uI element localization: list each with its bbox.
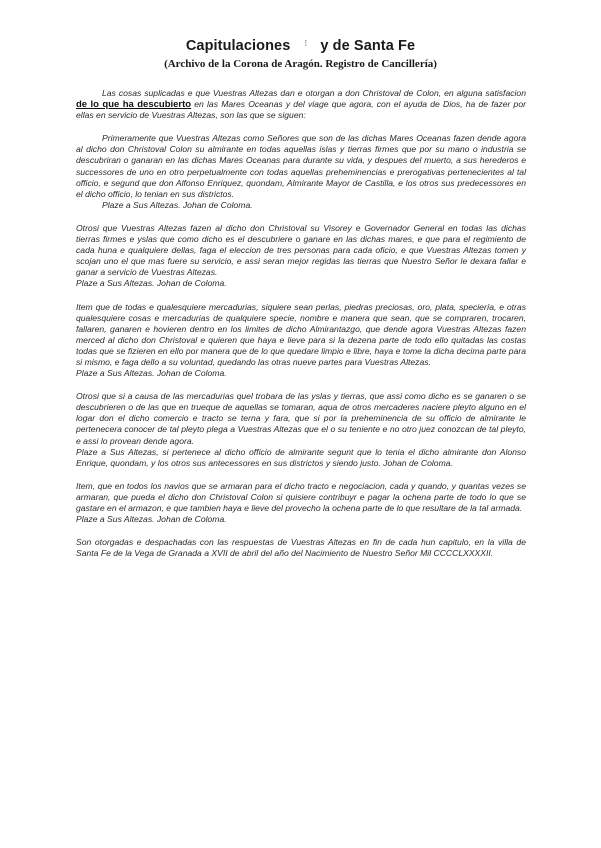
chapter-5-response: Plaze a Sus Altezas. Johan de Coloma.: [76, 514, 227, 525]
chapter-3-text: Item que de todas e qualesquiere mercadurias, siquiere sean perlas, piedras preciosas, oro, plata, speciería, e otras qualesquiere cosas e mercadurias de qualquiere specie, nombre e manera que sean, que se compraren, trocaren, fallaren, ganaren e hovieren dentro en los limites de dicho Almirantazgo, que dende agora Vuestras Altezas fazen merced al dicho don Christoval e quieren que haya e lieve para si la dezena parte de todo ello quitadas las costas todas que se fizieren en ello por manera que de lo que quedare limpio e libre, haya e tome la dicha decima parte para si mismo, e faga dello a su voluntad, quedando las otras nueve partes para Vuestras Altezas.: [76, 301, 526, 367]
chapter-2: [76, 223, 526, 290]
chapter-3: [76, 302, 526, 380]
document-body: [76, 88, 526, 559]
chapter-2-response: Plaze a Sus Altezas. Johan de Coloma.: [76, 278, 227, 289]
chapter-1-response: Plaze a Sus Altezas. Johan de Coloma.: [102, 199, 253, 210]
intro-text-pre: Las cosas suplicadas e que Vuestras Altezas dan e otorgan a don Christoval de Colon, en alguna satisfacion: [102, 88, 526, 98]
chapter-1-text: Primeramente que Vuestras Altezas como Señores que son de las dichas Mares Oceanas fazen dende agora al dicho don Christoval Colon su almirante en todas aquellas islas y tierras firmes que por su mano o industria se descubriran o ganaran en las dichas Mares Oceanas para durante su vida, y despues del muerto, a sus herederos e successores de uno en otro perpetualmente con todas aquellas preheminencias e prerogativas pertenecientes al tal officio, e segund que don Alfonso Enriquez, quondam, Almirante Mayor de Castilla, e los otros sus predecessores en el dicho officio, lo tenian en sus districtos.: [76, 133, 526, 199]
intro-paragraph: [76, 88, 526, 121]
intro-text-post: en las Mares Oceanas y del viage que agora, con el ayuda de Dios, ha de fazer por ellas en servicio de Vuestras Altezas, son las que se siguen:: [76, 99, 526, 121]
chapter-5: [76, 481, 526, 525]
intro-highlight: de lo que ha descubierto: [76, 99, 192, 111]
closing-paragraph: Son otorgadas e despachadas con las respuestas de Vuestras Altezas en fin de cada hun capitulo, en la villa de Santa Fe de la Vega de Granada a XVII de abril del año del Nacimiento de Nuestro Señor Mil CCCCLXXXXII.: [76, 537, 526, 559]
title-right: y de Santa Fe: [320, 38, 416, 54]
chapter-4-text: Otrosi que si a causa de las mercadurias quel trobara de las yslas y tierras, que assi como dicho es se ganaren o se descubrieren o de las que en trueque de aquellas se tomaran, aqua de otros mercaderes naciere pleyto alguno en el logar don el dicho comercio e tracto se terna y fara, que si por la preheminencia de su officio de almirante le pertenecera conocer de tal pleyto plega a Vuestras Altezas que el o su teniente e no otro juez conozcan de tal pleyto, e assi lo provean dende agora.: [76, 391, 526, 446]
title-left: Capitulaciones: [185, 38, 291, 54]
chapter-5-text: Item, que en todos los navios que se armaran para el dicho tracto e negociacion, cada y quando, y quantas vezes se armaran, que pueda el dicho don Christoval Colon si quisiere contribuyr e pagar la ochena parte de todo lo que se gastare en el armazon, e que tambien haya e lieve del provecho la ochena parte de lo que resultare de la tal armada.: [76, 480, 526, 513]
chapter-2-text: Otrosi que Vuestras Altezas fazen al dicho don Christoval su Visorey e Governador General en todas las dichas tierras firmes e yslas que como dicho es el descubriere o ganare en las dichas mares, e que para el regimiento de cada huna e qualquiere dellas, faga el eleccion de tres personas para cada oficio, e que Vuestras Altezas tomen y scojan uno el que mas fuere su servicio, e assi seran mejor regidas las tierras que Nuestro Señor le dexara fallar e ganar a servicio de Vuestras Altezas.: [76, 222, 526, 278]
chapter-4: [76, 391, 526, 469]
page-subtitle: (Archivo de la Corona de Aragón. Registro de Cancillería): [164, 58, 437, 70]
chapter-4-response: Plaze a Sus Altezas, si pertenece al dicho officio de almirante segunt que lo tenia el dicho almirante don Alonso Enrique, quondam, y los otros sus antecessores en sus districtos y siendo justo. Johan de Coloma.: [76, 446, 526, 468]
chapter-1: [76, 133, 526, 211]
chapter-3-response: Plaze a Sus Altezas. Johan de Coloma.: [76, 368, 227, 379]
title-mark: ⁝: [304, 38, 308, 48]
page-title: [0, 38, 601, 54]
